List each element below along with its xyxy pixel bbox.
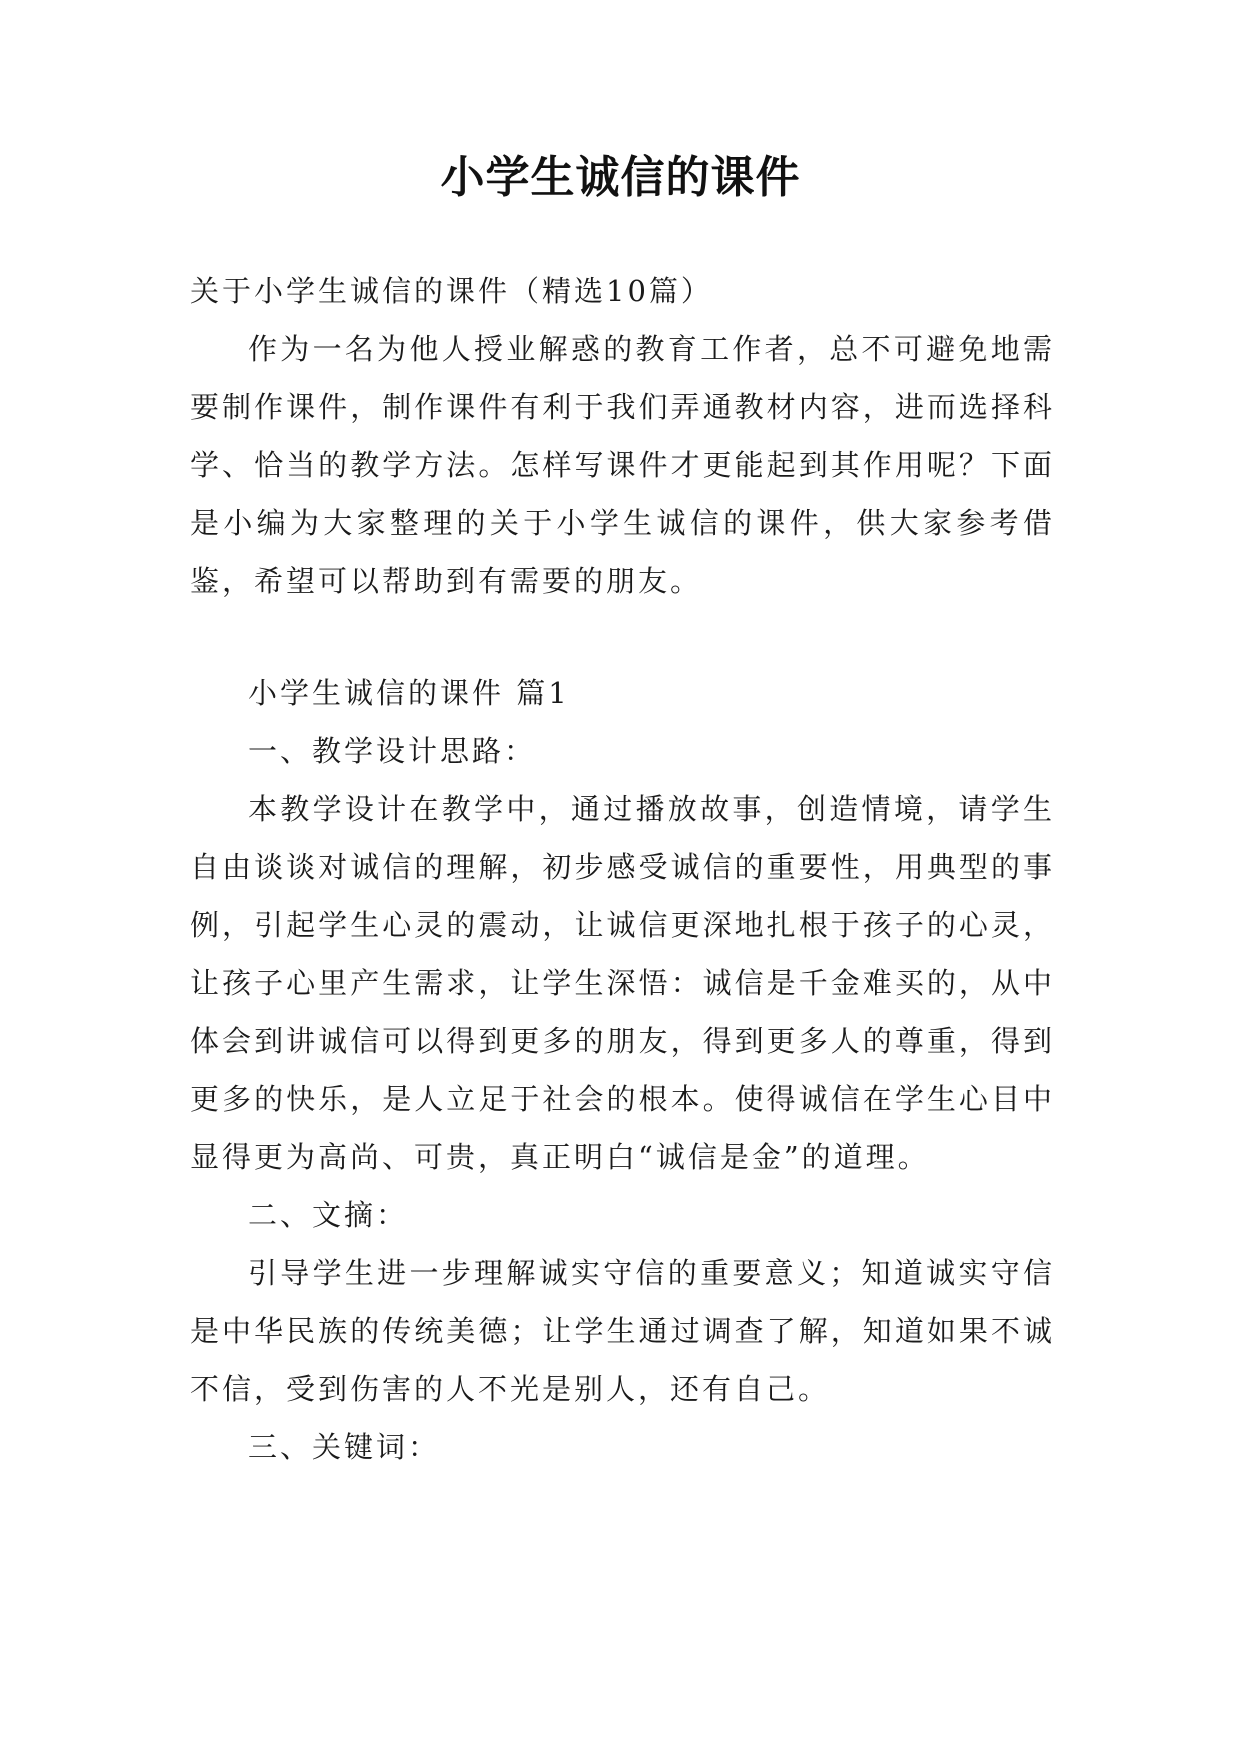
part2-paragraph: 引导学生进一步理解诚实守信的重要意义；知道诚实守信是中华民族的传统美德；让学生通过调查了解，知道如果不诚不信，受到伤害的人不光是别人，还有自己。 bbox=[190, 1256, 1055, 1406]
intro-paragraph: 作为一名为他人授业解惑的教育工作者，总不可避免地需要制作课件，制作课件有利于我们弄通教材内容，进而选择科学、恰当的教学方法。怎样写课件才更能起到其作用呢？下面是小编为大家整理的关于小学生诚信的课件，供大家参考借鉴，希望可以帮助到有需要的朋友。 bbox=[190, 332, 1055, 598]
document-body bbox=[190, 262, 1055, 1476]
part1-paragraph: 本教学设计在教学中，通过播放故事，创造情境，请学生自由谈谈对诚信的理解，初步感受诚信的重要性，用典型的事例，引起学生心灵的震动，让诚信更深地扎根于孩子的心灵，让孩子心里产生需求，让学生深悟：诚信是千金难买的，从中体会到讲诚信可以得到更多的朋友，得到更多人的尊重，得到更多的快乐，是人立足于社会的根本。使得诚信在学生心目中显得更为高尚、可贵，真正明白“诚信是金”的道理。 bbox=[190, 792, 1055, 1174]
part2-heading: 二、文摘： bbox=[248, 1198, 409, 1232]
section-heading: 小学生诚信的课件 篇1 bbox=[248, 676, 570, 710]
document-subtitle: 关于小学生诚信的课件（精选10篇） bbox=[190, 274, 713, 308]
part3-heading: 三、关键词： bbox=[248, 1430, 441, 1464]
document-title: 小学生诚信的课件 bbox=[440, 152, 801, 203]
part1-heading: 一、教学设计思路： bbox=[248, 734, 537, 768]
